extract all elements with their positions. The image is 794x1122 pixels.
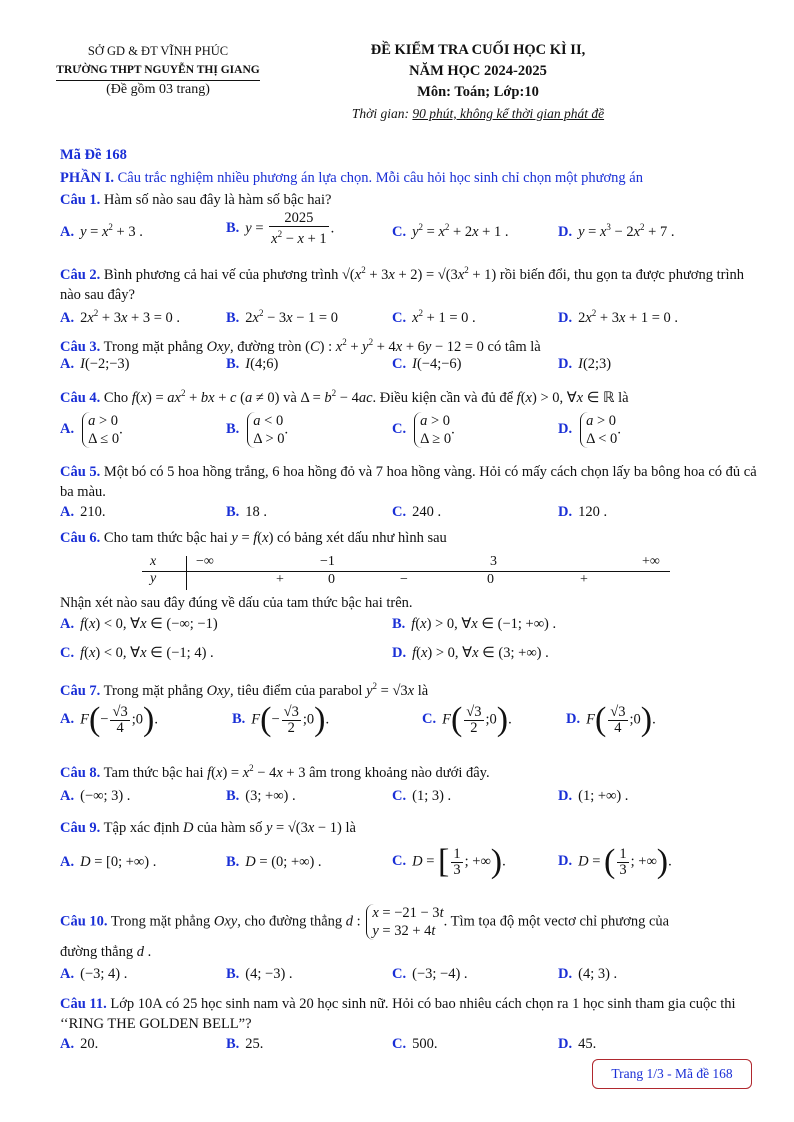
q4-option-d[interactable]: D.a > 0 Δ < 0. [558,413,621,447]
header-right [318,40,638,124]
q10-option-b[interactable]: B. (4; −3) . [226,966,293,982]
sign-table [142,556,670,590]
sign-table-x-value: 3 [490,554,497,569]
q11-option-c[interactable]: C. 500. [392,1036,438,1052]
sign-table-y-value: 0 [487,572,494,587]
subject-line: Môn: Toán; Lớp:10 [417,84,539,100]
question-10: Câu 10. Trong mặt phẳng Oxy, cho đường thẳng d : x = −21 − 3t y = 32 + 4t. Tìm tọa độ một vectơ chỉ phương của [60,905,670,939]
question-6: Câu 6. Cho tam thức bậc hai y = f(x) có bảng xét dấu như hình sau [60,530,447,546]
sign-table-y-value: + [276,572,284,587]
q2-option-c[interactable]: C. $x^2 + 1 = 0$ . [392,308,476,326]
sign-table-x-label: x [150,554,157,569]
q9-option-c[interactable]: C. D = [ $\frac{1}{3}$ ; +∞). [392,843,506,880]
q3-option-b[interactable]: B. I(4;6) [226,356,279,372]
q6-option-d[interactable]: D. f(x) > 0, ∀x ∈ (3; +∞) . [392,645,549,661]
q6-option-b[interactable]: B. f(x) > 0, ∀x ∈ (−1; +∞) . [392,616,557,632]
q1-option-c[interactable]: C. $y^2 = x^2 + 2x + 1$ . [392,222,509,240]
q7-option-a[interactable]: A. F(− $\frac{√3}{4}$ ;0). [60,701,158,738]
question-11: Câu 11. Lớp 10A có 25 học sinh nam và 20 học sinh nữ. Hỏi có bao nhiêu cách chọn ra 1 học sinh tham gia cuộc thi ‘‘RING THE GOLDEN BELL”? [60,996,736,1032]
sign-table-y-value: − [400,572,408,587]
q8-option-c[interactable]: C. (1; 3) . [392,788,452,804]
header-left [40,42,276,99]
q2-option-b[interactable]: B. $2x^2 - 3x - 1 = 0$ [226,308,338,326]
question-3: Câu 3. Trong mặt phẳng Oxy, đường tròn (C) : $x^2 + y^2 + 4x + 6y - 12 = 0$ có tâm là [60,337,541,355]
q9-option-b[interactable]: B. D = (0; +∞) . [226,854,322,870]
question-6-note: Nhận xét nào sau đây đúng về dấu của tam thức bậc hai trên. [60,595,413,611]
q11-option-b[interactable]: B. 25. [226,1036,264,1052]
question-10-cont: đường thẳng d . [60,944,152,960]
q10-option-c[interactable]: C. (−3; −4) . [392,966,468,982]
part-heading: PHẦN I. Câu trắc nghiệm nhiều phương án lựa chọn. Mỗi câu hỏi học sinh chỉ chọn một phương án [60,170,643,186]
question-1: Câu 1. Hàm số nào sau đây là hàm số bậc hai? [60,192,332,208]
question-8: Câu 8. Tam thức bậc hai $f(x) = x^2 - 4x + 3$ âm trong khoảng nào dưới đây. [60,763,490,781]
question-9: Câu 9. Tập xác định D của hàm số y = √(3x − 1) là [60,820,356,836]
q6-option-c[interactable]: C. f(x) < 0, ∀x ∈ (−1; 4) . [60,645,214,661]
q7-option-d[interactable]: D. F( $\frac{√3}{4}$ ;0). [566,701,656,738]
sign-table-x-value: −1 [320,554,335,569]
sign-table-y-label: y [150,571,157,586]
q10-option-a[interactable]: A. (−3; 4) . [60,966,128,982]
sign-table-y-value: 0 [328,572,335,587]
q3-option-d[interactable]: D. I(2;3) [558,356,612,372]
exam-title: ĐỀ KIỂM TRA CUỐI HỌC KÌ II, [370,42,586,58]
question-7: Câu 7. Trong mặt phẳng Oxy, tiêu điểm của parabol $y^2 = √3x$ là [60,681,429,699]
q4-option-b[interactable]: B.a < 0 Δ > 0. [226,413,289,447]
q9-option-a[interactable]: A. D = [0; +∞) . [60,854,157,870]
q7-option-b[interactable]: B. F(− $\frac{√3}{2}$ ;0). [232,701,330,738]
q5-option-a[interactable]: A. 210. [60,504,106,520]
question-2: Câu 2. Bình phương cả hai vế của phương trình $√(x^2 + 3x + 2) = √(3x^2 + 1)$ rồi biến đổi, thu gọn ta được phương trình nào sau đây? [60,265,744,303]
q2-option-d[interactable]: D. $2x^2 + 3x + 1 = 0$ . [558,308,679,326]
question-4: Câu 4. Cho $f(x) = ax^2$ + bx + c (a ≠ 0) và $\Delta = b^2 - 4ac$. Điều kiện cần và đủ để f(x) > 0, ∀x ∈ ℝ là [60,388,629,406]
q5-option-b[interactable]: B. 18 . [226,504,268,520]
department-name: SỞ GD & ĐT VĨNH PHÚC [87,44,229,58]
sign-table-x-value: −∞ [196,554,214,569]
q4-option-c[interactable]: C.a > 0 Δ ≥ 0. [392,413,455,447]
q3-option-c[interactable]: C. I(−4;−6) [392,356,462,372]
school-name: TRƯỜNG THPT NGUYỄN THỊ GIANG [56,61,259,81]
sign-table-x-value: +∞ [642,554,660,569]
page-footer-badge: Trang 1/3 - Mã đề 168 [592,1059,752,1089]
q2-option-a[interactable]: A. $2x^2 + 3x + 3 = 0$ . [60,308,181,326]
time-line: Thời gian: 90 phút, không kể thời gian phát đề [351,106,605,121]
q5-option-c[interactable]: C. 240 . [392,504,442,520]
q1-option-d[interactable]: D. $y = x^3 - 2x^2 + 7$ . [558,222,675,240]
q10-option-d[interactable]: D. (4; 3) . [558,966,618,982]
q5-option-d[interactable]: D. 120 . [558,504,608,520]
sign-table-separator [186,556,187,590]
question-5: Câu 5. Một bó có 5 hoa hồng trắng, 6 hoa hồng đỏ và 7 hoa hồng vàng. Hỏi có mấy cách chọn lấy ba bông hoa có đủ cả ba màu. [60,464,757,500]
page-count-note: (Đề gồm 03 trang) [106,82,210,97]
q9-option-d[interactable]: D. D = ( $\frac{1}{3}$ ; +∞). [558,843,672,880]
sign-table-y-value: + [580,572,588,587]
q8-option-a[interactable]: A. (−∞; 3) . [60,788,131,804]
q4-option-a[interactable]: A.a > 0 Δ ≤ 0. [60,413,123,447]
q11-option-a[interactable]: A. 20. [60,1036,99,1052]
q1-option-b[interactable]: B. y = $\frac{2025}{x^2 - x + 1}$ . [226,210,335,247]
q3-option-a[interactable]: A. I(−2;−3) [60,356,130,372]
q7-option-c[interactable]: C. F( $\frac{√3}{2}$ ;0). [422,701,512,738]
q6-option-a[interactable]: A. f(x) < 0, ∀x ∈ (−∞; −1) [60,616,218,632]
q8-option-d[interactable]: D. (1; +∞) . [558,788,629,804]
q1-option-a[interactable]: A. $y = x^2 + 3$ . [60,222,143,240]
exam-code: Mã Đề 168 [60,147,127,163]
q11-option-d[interactable]: D. 45. [558,1036,597,1052]
q8-option-b[interactable]: B. (3; +∞) . [226,788,296,804]
school-year: NĂM HỌC 2024-2025 [409,63,547,79]
